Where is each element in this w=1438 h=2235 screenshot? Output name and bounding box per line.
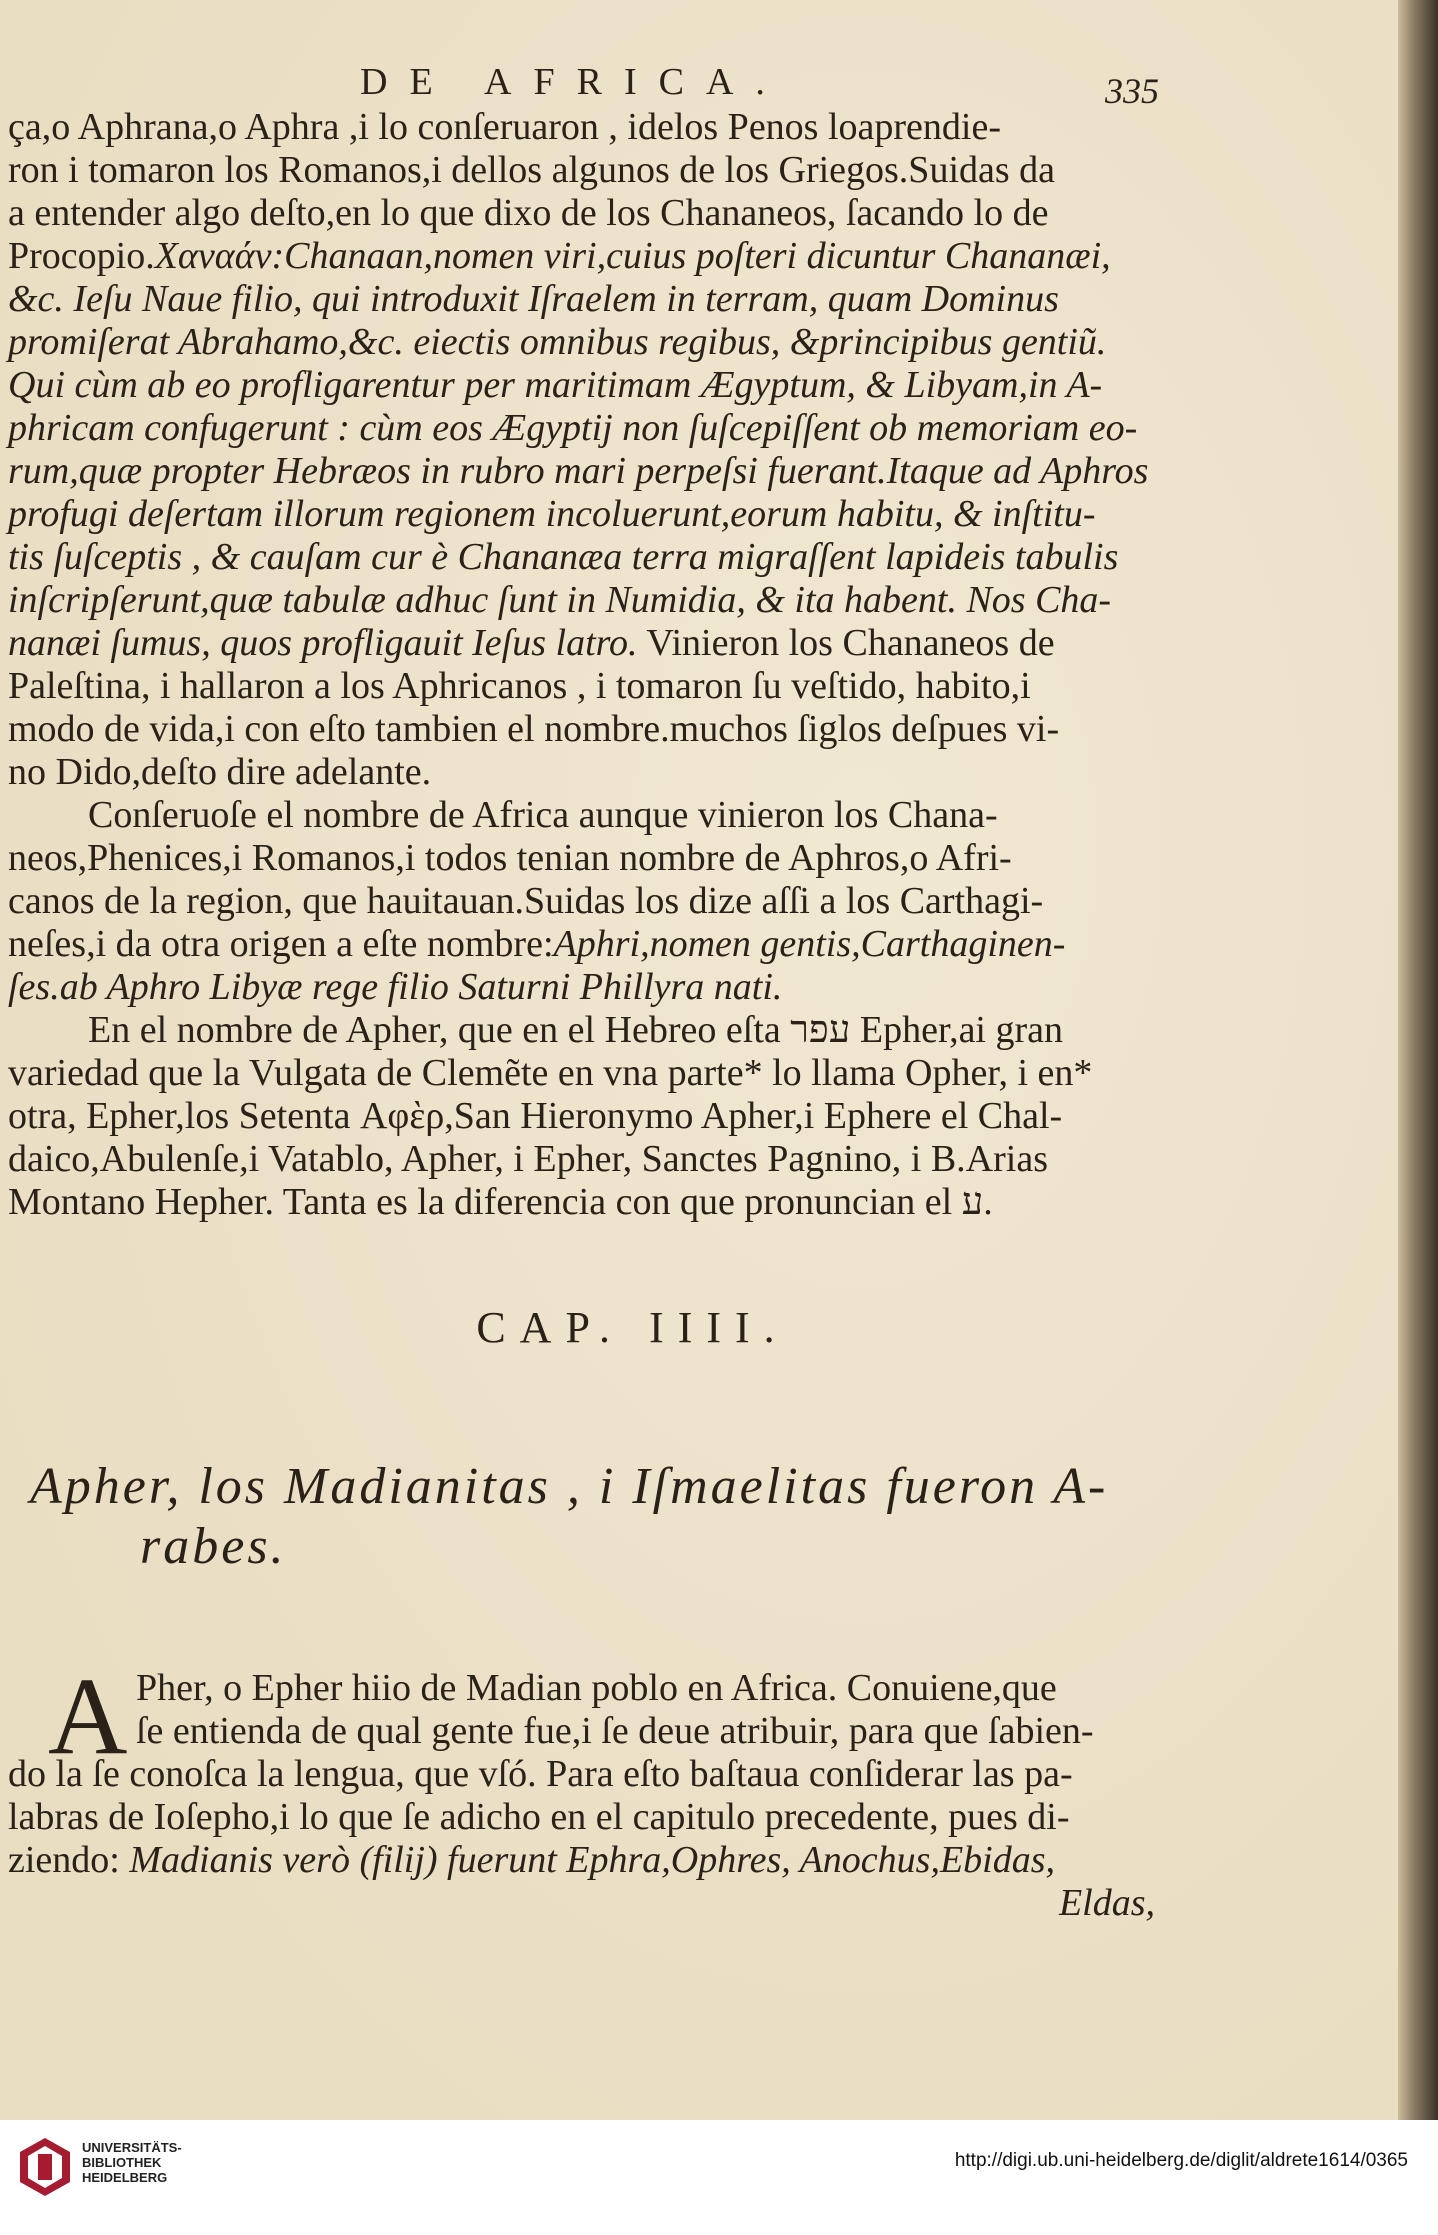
- text-line: En el nombre de Apher, que en el Hebreo eſta עפר Epher,ai gran: [88, 1009, 1064, 1051]
- text-line: do la ſe conoſca la lengua, que vſó. Para eſto baſtaua conſiderar las pa-: [8, 1753, 1073, 1795]
- chapter-title-line: rabes.: [140, 1518, 287, 1575]
- text-line: [8, 1839, 1225, 1882]
- text-line: promiſerat Abrahamo,&c. eiectis omnibus regibus, &principibus gentiũ.: [8, 321, 1107, 363]
- text-line: Conſeruoſe el nombre de Africa aunque vinieron los Chana-: [88, 794, 998, 836]
- text-segment: Madianis verò (filij) fuerunt Ephra,Ophres, Anochus,Ebidas,: [129, 1839, 1056, 1881]
- library-name: [82, 2140, 182, 2185]
- library-line: BIBLIOTHEK: [82, 2155, 162, 2170]
- text-line: [8, 923, 1225, 966]
- text-line: otra, Epher,los Setenta Αφὲρ,San Hieronymo Apher,i Ephere el Chal-: [8, 1095, 1063, 1137]
- book-page: [0, 60, 1225, 1925]
- chapter-heading: CAP. IIII.: [476, 1303, 789, 1352]
- text-line: no Dido,deſto dire adelante.: [8, 751, 432, 793]
- chapter-title-line: Apher, los Madianitas , i Iſmaelitas fueron A-: [30, 1458, 1109, 1515]
- text-segment: Vinieron los Chananeos de: [637, 622, 1055, 664]
- text-line: variedad que la Vulgata de Clemẽte en vna parte* lo llama Opher, i en*: [8, 1052, 1093, 1094]
- text-segment: ziendo:: [8, 1839, 130, 1881]
- text-segment: neſes,i da otra origen a eſte nombre:: [8, 923, 554, 965]
- text-line: ſe entienda de qual gente fue,i ſe deue atribuir, para que ſabien-: [136, 1710, 1094, 1752]
- footer-bar: [0, 2120, 1438, 2235]
- text-segment: nanæi ſumus, quos profligauit Ieſus latro.: [8, 622, 638, 664]
- text-segment: Aphri,nomen gentis,Carthaginen-: [553, 923, 1066, 965]
- text-line: a entender algo deſto,en lo que dixo de los Chananeos, ſacando lo de: [8, 192, 1049, 234]
- running-head: [0, 60, 1225, 111]
- paragraph-3: [0, 1009, 1225, 1224]
- book-edge: [1398, 0, 1438, 2120]
- text-line: ſes.ab Aphro Libyæ rege filio Saturni Phillyra nati.: [8, 966, 783, 1008]
- page-number: 335: [1105, 71, 1159, 111]
- text-line: [8, 622, 1225, 665]
- text-line: phricam confugerunt : cùm eos Ægyptij non ſuſcepiſſent ob memoriam eo-: [8, 407, 1138, 449]
- paragraph-2: [0, 794, 1225, 1009]
- text-segment: Procopio.: [8, 235, 155, 277]
- running-title: DE AFRICA.: [360, 61, 787, 103]
- text-line: neos,Phenices,i Romanos,i todos tenian nombre de Aphros,o Afri-: [8, 837, 1012, 879]
- library-logo-icon: [18, 2136, 72, 2198]
- text-line: inſcripſerunt,quæ tabulæ adhuc ſunt in Numidia, & ita habent. Nos Cha-: [8, 579, 1112, 621]
- text-line: ron i tomaron los Romanos,i dellos algunos de los Griegos.Suidas da: [8, 149, 1056, 191]
- text-line: tis ſuſceptis , & cauſam cur è Chananæa terra migraſſent lapideis tabulis: [8, 536, 1119, 578]
- source-url[interactable]: http://digi.ub.uni-heidelberg.de/diglit/aldrete1614/0365: [954, 2150, 1408, 2171]
- text-line: [8, 235, 1225, 278]
- paragraph-4: [0, 1655, 1225, 1925]
- paragraph-1: [0, 106, 1225, 794]
- text-line: &c. Ieſu Naue filio, qui introduxit Iſraelem in terram, quam Dominus: [8, 278, 1059, 320]
- text-line: modo de vida,i con eſto tambien el nombre.muchos ſiglos deſpues vi-: [8, 708, 1060, 750]
- text-line: Eldas,: [1058, 1882, 1155, 1924]
- text-line: daico,Abulenſe,i Vatablo, Apher, i Epher, Sanctes Pagnino, i B.Arias: [8, 1138, 1048, 1180]
- text-line: ça,o Aphrana,o Aphra ,i lo conſeruaron , idelos Penos loaprendie-: [8, 106, 1001, 148]
- drop-cap: A: [48, 1655, 128, 1777]
- text-segment: Χαναάν:Chanaan,nomen viri,cuius poſteri dicuntur Chananæi,: [154, 235, 1111, 277]
- text-line: Paleſtina, i hallaron a los Aphricanos , i tomaron ſu veſtido, habito,i: [8, 665, 1031, 707]
- text-line: rum,quæ propter Hebræos in rubro mari perpeſsi fuerant.Itaque ad Aphros: [8, 450, 1149, 492]
- library-line: HEIDELBERG: [82, 2170, 168, 2185]
- text-line: Pher, o Epher hiio de Madian poblo en Africa. Conuiene,que: [136, 1667, 1057, 1709]
- text-line: profugi deſertam illorum regionem incoluerunt,eorum habitu, & inſtitu-: [8, 493, 1096, 535]
- library-line: UNIVERSITÄTS-: [82, 2140, 182, 2155]
- text-line: Montano Hepher. Tanta es la diferencia con que pronuncian el ע.: [8, 1181, 993, 1223]
- text-line: labras de Ioſepho,i lo que ſe adicho en el capitulo precedente, pues di-: [8, 1796, 1070, 1838]
- text-line: Qui cùm ab eo profligarentur per maritimam Ægyptum, & Libyam,in A-: [8, 364, 1103, 406]
- text-line: canos de la region, que hauitauan.Suidas los dize aſſi a los Carthagi-: [8, 880, 1044, 922]
- chapter-title: [0, 1457, 1225, 1577]
